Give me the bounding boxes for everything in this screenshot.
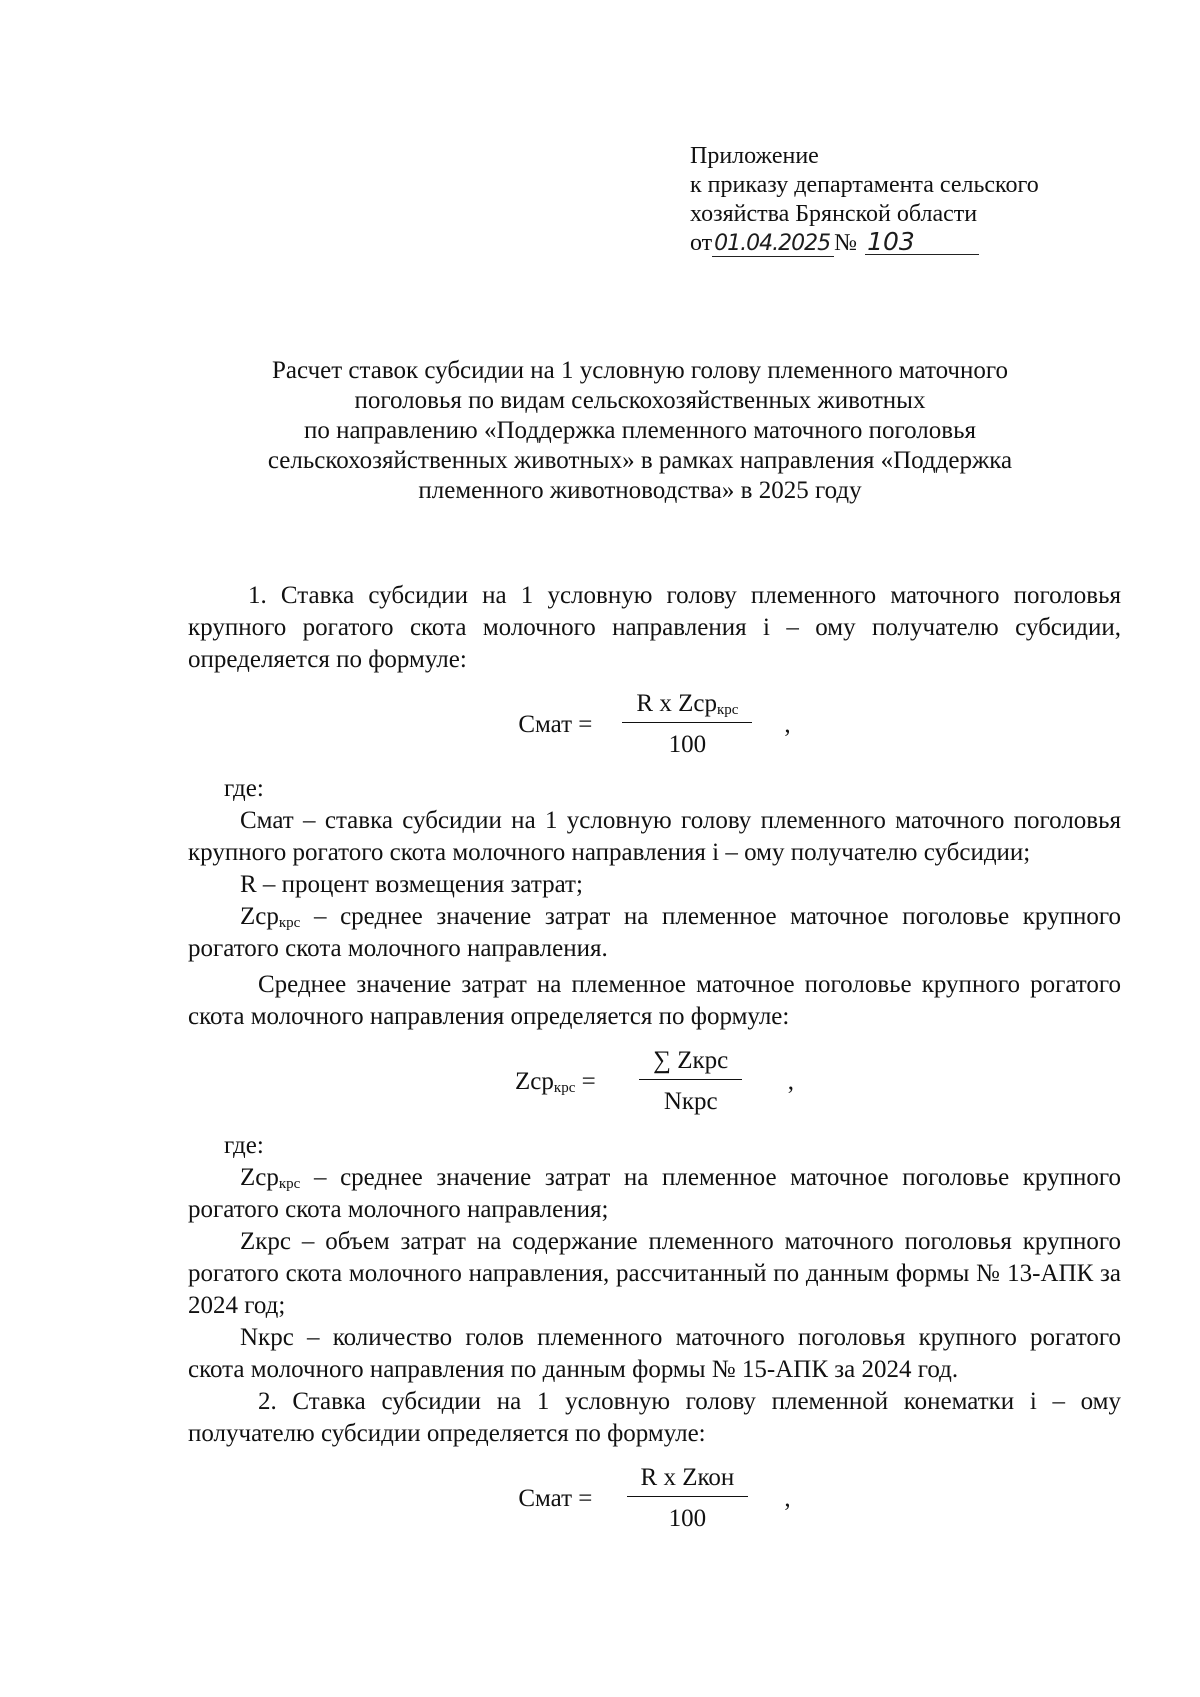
formula3-comma: , [784, 1484, 791, 1512]
formula2-denominator: Nкрс [663, 1088, 718, 1115]
annex-from-prefix: от [690, 230, 713, 256]
title-line-3: по направлению «Поддержка племенного маточного поголовья [304, 417, 976, 444]
title-line-1: Расчет ставок субсидии на 1 условную голову племенного маточного [271, 357, 1009, 384]
formula-cmat-krs [188, 690, 1121, 759]
formula-zsr-krs [188, 1047, 1121, 1116]
handwritten-date: 01.04.2025 [712, 232, 834, 257]
definition-cmat: Смат – ставка субсидии на 1 условную голову племенного маточного поголовья крупного рогатого скота молочного направления i – ому получателю субсидии; [188, 807, 1121, 866]
formula-cmat-kon [188, 1464, 1121, 1533]
where-label: где: [224, 775, 264, 802]
numerator-subscript: крс [716, 702, 739, 718]
annex-block [690, 142, 1039, 258]
handwritten-order-number: 103 [865, 230, 979, 255]
title-line-5: племенного животноводства» в 2025 году [418, 477, 862, 504]
formula2-equals: = [575, 1067, 596, 1095]
formula-comma: , [784, 710, 791, 738]
definition-zsr [188, 901, 1121, 965]
section-1-intro: 1. Ставка субсидии на 1 условную голову племенного маточного поголовья крупного рогатого скота молочного направления i – ому получателю субсидии, определяется по формуле: [188, 582, 1121, 673]
document-body [188, 580, 1121, 1547]
zsr-definition-text: – среднее значение затрат на племенное маточное поголовье крупного рогатого скота молочного направления. [188, 903, 1121, 962]
zsr-subscript: крс [278, 915, 301, 931]
formula2-numerator: ∑ Zкрс [639, 1047, 742, 1080]
formula2-fraction [606, 1047, 776, 1116]
formula3-lhs: Смат = [518, 1484, 593, 1512]
average-intro: Среднее значение затрат на племенное маточное поголовье крупного рогатого скота молочного направления определяется по формуле: [188, 971, 1121, 1030]
formula-fraction [602, 690, 772, 759]
annex-line-2: к приказу департамента сельского [690, 172, 1039, 198]
formula-lhs: Смат = [518, 710, 593, 738]
formula3-numerator: R x Zкон [627, 1464, 749, 1497]
formula3-denominator: 100 [668, 1505, 707, 1532]
formula2-lhs [515, 1066, 596, 1098]
formula-denominator: 100 [668, 731, 707, 758]
formula2-lhs-symbol: Zср [515, 1067, 554, 1095]
formula3-fraction [602, 1464, 772, 1533]
section-2-intro: 2. Ставка субсидии на 1 условную голову племенной конематки i – ому получателю субсидии определяется по формуле: [188, 1388, 1121, 1447]
formula2-lhs-subscript: крс [553, 1079, 576, 1096]
where-label-2: где: [224, 1132, 264, 1159]
annex-number-sign: № [834, 230, 858, 256]
title-line-4: сельскохозяйственных животных» в рамках направления «Поддержка [267, 447, 1013, 474]
zsr-symbol: Zср [240, 903, 279, 930]
zsr2-symbol: Zср [240, 1164, 279, 1191]
formula-numerator [622, 690, 752, 723]
title-line-2: поголовья по видам сельскохозяйственных животных [354, 387, 926, 414]
definition-r: R – процент возмещения затрат; [240, 871, 583, 898]
zsr2-definition-text: – среднее значение затрат на племенное маточное поголовье крупного рогатого скота молочного направления; [188, 1164, 1121, 1223]
numerator-text: R x Zср [636, 690, 717, 717]
annex-order-ref [690, 229, 1039, 258]
annex-line-1: Приложение [690, 143, 819, 169]
formula2-comma: , [787, 1067, 794, 1095]
document-title [220, 356, 1060, 506]
definition-nkrs: Nкрс – количество голов племенного маточного поголовья крупного рогатого скота молочного направления по данным формы № 15-АПК за 2024 год. [188, 1324, 1121, 1383]
zsr2-subscript: крс [278, 1176, 301, 1192]
definition-zkrs: Zкрс – объем затрат на содержание племенного маточного поголовья крупного рогатого скота молочного направления, рассчитанный по данным формы № 13-АПК за 2024 год; [188, 1228, 1121, 1319]
annex-line-3: хозяйства Брянской области [690, 201, 978, 227]
definition2-zsr [188, 1162, 1121, 1226]
